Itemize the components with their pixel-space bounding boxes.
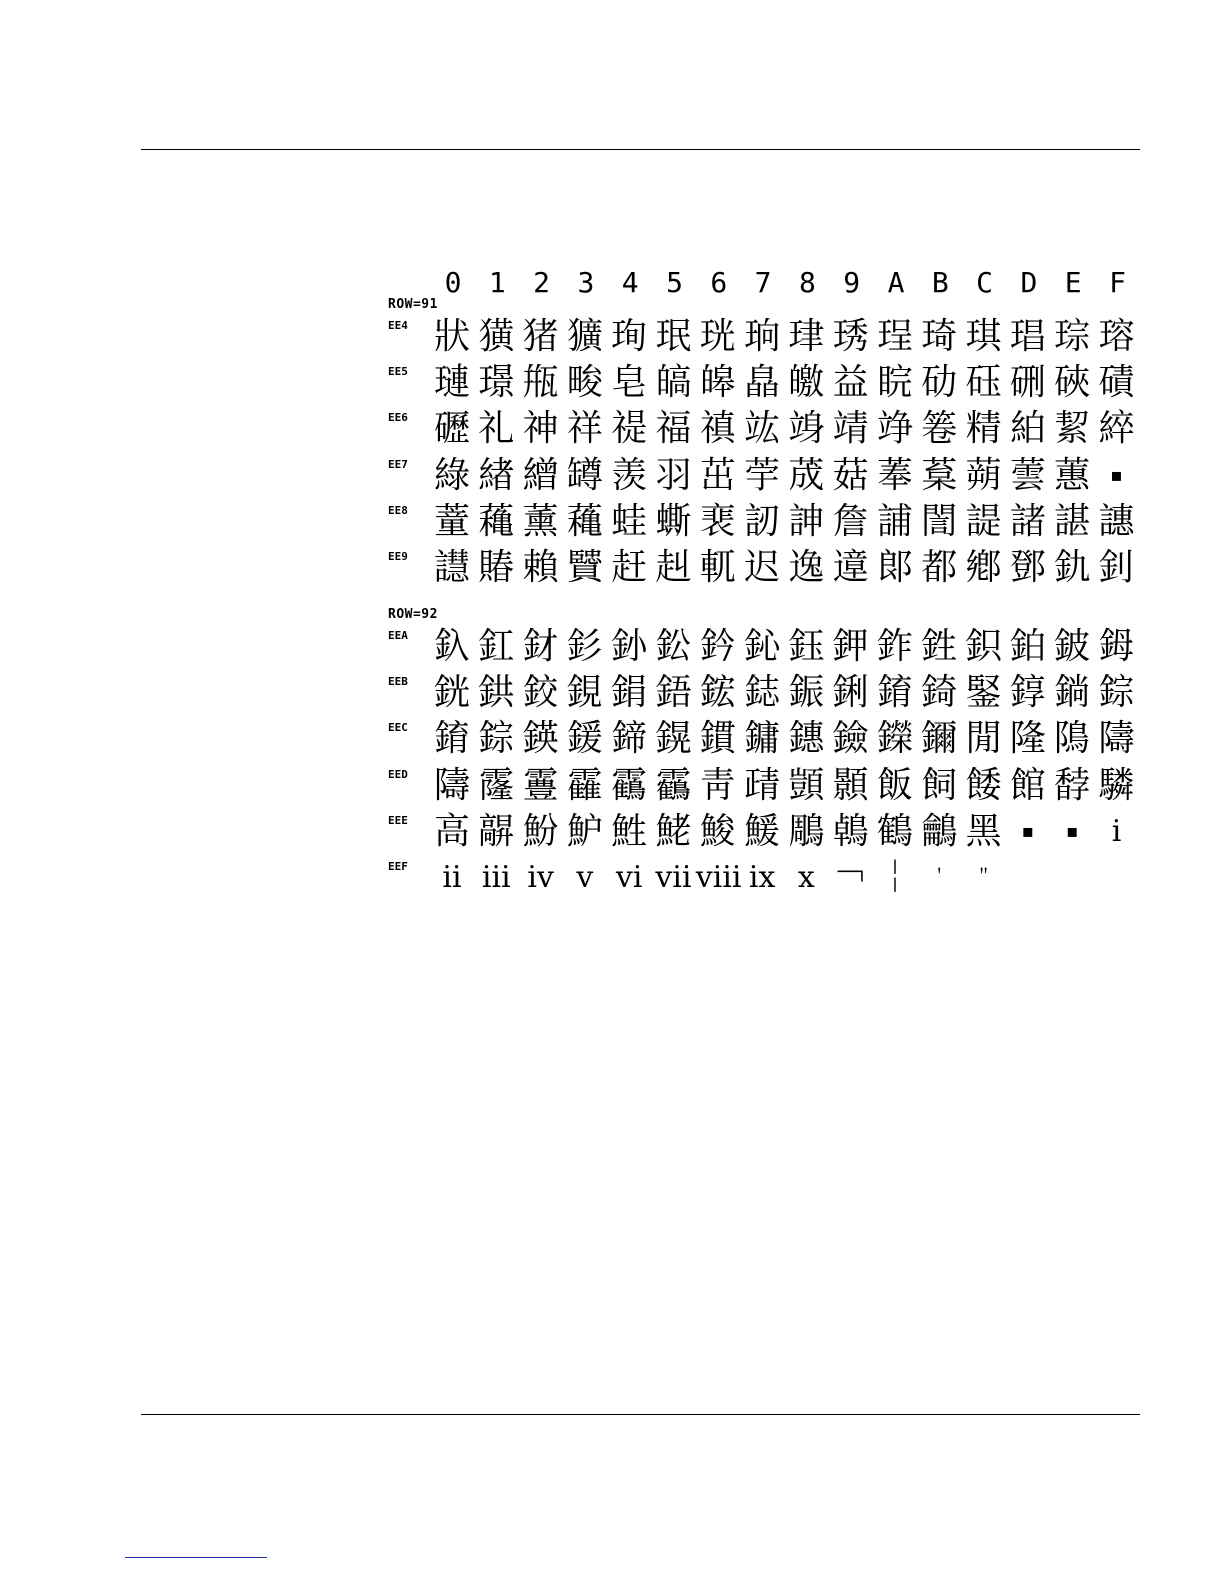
- glyph-cell: 絜: [1054, 408, 1091, 450]
- glyph-cell: ⅱ: [442, 860, 462, 895]
- column-header: 8: [798, 266, 816, 299]
- glyph-cell: 錝: [478, 718, 515, 760]
- glyph-cell: 罇: [566, 454, 603, 496]
- glyph-cell: 蕙: [1054, 454, 1091, 496]
- glyph-cell: 獷: [566, 316, 603, 357]
- glyph-cell: 誧: [876, 500, 913, 542]
- column-header: D: [1020, 266, 1038, 299]
- glyph-cell: 霻: [522, 764, 559, 806]
- glyph-cell: 鉷: [478, 672, 515, 714]
- glyph-cell: 高: [433, 810, 470, 852]
- glyph-cell: 諶: [1054, 500, 1091, 542]
- glyph-cell: 珣: [611, 316, 648, 357]
- column-header: 0: [444, 266, 462, 299]
- glyph-cell: 皞: [699, 362, 736, 404]
- glyph-cell: 飯: [876, 764, 913, 806]
- glyph-cell: 鉸: [522, 672, 559, 714]
- glyph-cell: 羽: [655, 454, 692, 496]
- glyph-cell: ⅸ: [748, 860, 776, 895]
- glyph-cell: 鋿: [1054, 672, 1091, 714]
- glyph-cell: 神: [522, 408, 559, 450]
- glyph-cell: 鎤: [655, 718, 692, 760]
- glyph-cell: 綷: [1098, 408, 1135, 450]
- glyph-cell: 畯: [566, 362, 603, 404]
- glyph-cell: 睆: [876, 362, 913, 404]
- row-code-label: EEA: [388, 629, 408, 642]
- glyph-cell: 皦: [788, 362, 825, 404]
- glyph-cell: 鋠: [788, 672, 825, 714]
- glyph-cell: 竫: [876, 408, 913, 450]
- glyph-cell: 迟: [744, 547, 781, 588]
- row-block-label: ROW=92: [388, 607, 438, 622]
- glyph-cell: 皂: [611, 362, 648, 404]
- glyph-cell: 蟖: [655, 500, 692, 542]
- glyph-cell: 賴: [522, 547, 559, 588]
- glyph-cell: 餧: [965, 764, 1002, 806]
- column-header: 7: [754, 266, 772, 299]
- glyph-cell: 鏸: [788, 718, 825, 760]
- glyph-cell: 菶: [876, 454, 913, 496]
- glyph-cell: 磧: [1098, 362, 1135, 404]
- glyph-cell: 鏞: [744, 718, 781, 760]
- glyph-cell: 魵: [522, 810, 559, 852]
- glyph-cell: 諟: [965, 500, 1002, 542]
- glyph-cell: 繒: [522, 454, 559, 496]
- glyph-cell: 硤: [1054, 362, 1091, 404]
- glyph-cell: 赳: [655, 547, 692, 588]
- glyph-cell: 軏: [699, 547, 736, 588]
- column-headers: [431, 265, 1131, 301]
- glyph-cell: 荢: [744, 454, 781, 496]
- glyph-cell: 鋙: [655, 672, 692, 714]
- glyph-cell: ⅴ: [576, 860, 594, 895]
- glyph-cell: 獚: [478, 316, 515, 357]
- glyph-cell: ⅳ: [527, 860, 554, 895]
- glyph-cell: 瑢: [1098, 316, 1135, 357]
- glyph-cell: 鋻: [965, 672, 1002, 714]
- glyph-cell: 緖: [478, 454, 515, 496]
- glyph-cell: ▪: [1066, 820, 1079, 842]
- glyph-cell: 鐱: [832, 718, 869, 760]
- glyph-cell: 釭: [478, 626, 515, 667]
- glyph-cell: 銧: [433, 672, 470, 714]
- glyph-cell: 鶴: [876, 810, 913, 852]
- glyph-cell: 館: [1009, 764, 1046, 806]
- glyph-cell: 鮏: [611, 810, 648, 852]
- column-header: B: [931, 266, 949, 299]
- glyph-cell: 鏆: [699, 718, 736, 760]
- code-row: [388, 361, 1140, 407]
- glyph-cell: 琦: [921, 316, 958, 357]
- glyph-cell: 鑅: [876, 718, 913, 760]
- glyph-cell: 綠: [433, 454, 470, 496]
- glyph-cell: 鸙: [921, 810, 958, 852]
- glyph-cell: ⅶ: [655, 860, 692, 895]
- row-code-label: EEF: [388, 860, 408, 873]
- column-header: F: [1109, 266, 1126, 299]
- glyph-cell: 顥: [832, 764, 869, 806]
- glyph-cell: 琇: [832, 316, 869, 357]
- glyph-cell: 禔: [611, 408, 648, 450]
- glyph-cell: 益: [832, 362, 869, 404]
- glyph-cell: 靃: [566, 764, 603, 806]
- column-header: 5: [666, 266, 683, 299]
- glyph-cell: 鈹: [1054, 626, 1091, 667]
- glyph-cell: 蕫: [433, 500, 470, 542]
- glyph-cell: 隯: [433, 764, 470, 806]
- glyph-cell: 鉎: [921, 626, 958, 667]
- glyph-cell: 羡: [611, 454, 648, 496]
- glyph-cell: 璉: [433, 362, 470, 404]
- glyph-cell: 鋕: [744, 672, 781, 714]
- glyph-cell: ＇: [930, 867, 949, 888]
- code-row: [388, 625, 1140, 671]
- code-row: [388, 671, 1140, 717]
- code-row: [388, 407, 1140, 453]
- glyph-cell: ＂: [974, 867, 993, 888]
- glyph-cell: 鍰: [566, 718, 603, 760]
- glyph-cell: 珦: [744, 316, 781, 357]
- row-code-label: EE5: [388, 365, 408, 379]
- glyph-cell: 霳: [478, 764, 515, 806]
- glyph-cell: 狀: [433, 316, 470, 357]
- row-code-label: EEB: [388, 675, 408, 689]
- glyph-cell: ▪: [1021, 820, 1034, 842]
- column-header: C: [976, 266, 994, 299]
- column-header: 3: [577, 266, 595, 299]
- glyph-cell: 逸: [788, 547, 825, 588]
- glyph-cell: 鍈: [522, 718, 559, 760]
- glyph-cell: 祥: [566, 408, 603, 450]
- glyph-cell: 菇: [832, 454, 869, 496]
- glyph-cell: 鮱: [655, 810, 692, 852]
- glyph-cell: 賰: [478, 547, 515, 588]
- glyph-cell: 琩: [1009, 316, 1046, 357]
- glyph-cell: 飼: [921, 764, 958, 806]
- glyph-cell: 譿: [433, 547, 470, 588]
- glyph-cell: 鵰: [788, 810, 825, 852]
- glyph-cell: 鄧: [1009, 547, 1046, 588]
- glyph-cell: 郞: [876, 547, 913, 588]
- glyph-cell: 遧: [832, 547, 869, 588]
- glyph-cell: 鉀: [832, 626, 869, 667]
- glyph-cell: 黑: [965, 810, 1002, 852]
- glyph-cell: 閒: [965, 718, 1002, 760]
- code-row: [388, 764, 1140, 810]
- glyph-cell: 鄕: [965, 547, 1002, 588]
- glyph-cell: 礰: [433, 408, 470, 450]
- glyph-cell: 靍: [611, 764, 648, 806]
- glyph-cell: ￤: [876, 857, 913, 898]
- column-header: 1: [488, 266, 506, 299]
- glyph-cell: 絈: [1009, 408, 1046, 450]
- glyph-cell: 蘒: [566, 500, 603, 542]
- glyph-cell: 劯: [921, 362, 958, 404]
- glyph-cell: 靕: [744, 764, 781, 806]
- row-code-label: EEC: [388, 721, 408, 735]
- glyph-cell: 硎: [1009, 362, 1046, 404]
- row-block-label: ROW=91: [388, 297, 438, 312]
- glyph-cell: 砡: [965, 362, 1002, 404]
- glyph-cell: 鈆: [655, 626, 692, 667]
- glyph-cell: 釞: [433, 626, 470, 667]
- glyph-cell: 皛: [744, 362, 781, 404]
- glyph-cell: 鵫: [832, 810, 869, 852]
- glyph-cell: 蒴: [965, 454, 1002, 496]
- glyph-cell: 都: [921, 547, 958, 588]
- glyph-cell: 鮻: [699, 810, 736, 852]
- row-code-label: EE8: [388, 503, 408, 517]
- column-header: 4: [621, 266, 639, 299]
- glyph-cell: ⅲ: [481, 860, 511, 895]
- code-row: [388, 717, 1140, 763]
- glyph-cell: 珒: [788, 316, 825, 357]
- row-code-label: EE7: [388, 457, 408, 471]
- glyph-cell: 譓: [1098, 500, 1135, 542]
- glyph-cell: 珖: [699, 316, 736, 357]
- glyph-cell: ⅰ: [1111, 813, 1122, 849]
- code-row: [388, 315, 1140, 361]
- code-row: [388, 546, 1140, 592]
- row-code-label: EE4: [388, 319, 408, 332]
- glyph-cell: 鈐: [699, 626, 736, 667]
- glyph-cell: 鉑: [1009, 626, 1046, 667]
- glyph-cell: 訒: [744, 500, 781, 542]
- glyph-cell: 蘒: [478, 500, 515, 542]
- glyph-cell: 釚: [1054, 547, 1091, 588]
- glyph-cell: 鈺: [788, 626, 825, 667]
- glyph-cell: 錝: [1098, 672, 1135, 714]
- row-code-label: EED: [388, 767, 408, 781]
- glyph-cell: 茁: [699, 454, 736, 496]
- glyph-cell: 竧: [788, 408, 825, 450]
- footer-rule: [141, 1414, 1140, 1415]
- glyph-cell: 髜: [478, 810, 515, 852]
- glyph-cell: 荿: [788, 454, 825, 496]
- glyph-cell: 珵: [876, 316, 913, 357]
- glyph-cell: 鋧: [566, 672, 603, 714]
- code-row: [388, 856, 1140, 902]
- glyph-cell: 琪: [965, 316, 1002, 357]
- glyph-cell: 箞: [921, 408, 958, 450]
- column-header: E: [1064, 266, 1082, 299]
- glyph-cell: 鍗: [611, 718, 648, 760]
- glyph-cell: 詹: [832, 500, 869, 542]
- glyph-cell: 珉: [655, 316, 692, 357]
- glyph-cell: ⅹ: [797, 860, 815, 895]
- glyph-cell: 葈: [921, 454, 958, 496]
- glyph-cell: ⅷ: [695, 860, 742, 895]
- row-code-label: EE9: [388, 550, 408, 563]
- glyph-cell: 隯: [1098, 718, 1135, 760]
- glyph-cell: 鈊: [744, 626, 781, 667]
- glyph-cell: 鈼: [876, 626, 913, 667]
- glyph-cell: 靖: [832, 408, 869, 450]
- glyph-cell: ⅵ: [615, 860, 643, 895]
- glyph-cell: 馞: [1054, 764, 1091, 806]
- glyph-cell: 釮: [522, 626, 559, 667]
- glyph-cell: 薰: [522, 500, 559, 542]
- glyph-cell: 蕓: [1009, 454, 1046, 496]
- glyph-cell: 諸: [1009, 500, 1046, 542]
- column-header: A: [887, 266, 905, 299]
- column-header: 2: [533, 266, 551, 299]
- glyph-cell: 隝: [1054, 718, 1091, 760]
- glyph-cell: 魲: [566, 810, 603, 852]
- glyph-cell: 靏: [655, 764, 692, 806]
- glyph-cell: 錡: [921, 672, 958, 714]
- code-row: [388, 454, 1140, 500]
- column-header: 9: [843, 266, 861, 299]
- glyph-cell: 福: [655, 408, 692, 450]
- glyph-cell: 璟: [478, 362, 515, 404]
- glyph-cell: 靑: [699, 764, 736, 806]
- glyph-cell: 甁: [522, 362, 559, 404]
- footnote-rule: [125, 1557, 267, 1558]
- glyph-cell: 鉧: [1098, 626, 1135, 667]
- glyph-cell: 顗: [788, 764, 825, 806]
- glyph-cell: 皜: [655, 362, 692, 404]
- glyph-cell: 釗: [1098, 547, 1135, 588]
- glyph-cell: 鋐: [699, 672, 736, 714]
- glyph-cell: 礼: [478, 408, 515, 450]
- glyph-cell: 釤: [566, 626, 603, 667]
- glyph-cell: 鋗: [611, 672, 648, 714]
- glyph-cell: 鑈: [921, 718, 958, 760]
- glyph-cell: 訷: [788, 500, 825, 542]
- row-code-label: EE6: [388, 411, 408, 425]
- glyph-cell: 竑: [744, 408, 781, 450]
- glyph-cell: 釥: [611, 626, 648, 667]
- column-header: 6: [710, 266, 728, 299]
- glyph-cell: 贒: [566, 547, 603, 588]
- glyph-cell: 隆: [1009, 718, 1046, 760]
- glyph-cell: 禛: [699, 408, 736, 450]
- glyph-cell: 錞: [1009, 672, 1046, 714]
- glyph-cell: ▪: [1110, 464, 1123, 486]
- glyph-cell: ￢: [832, 857, 869, 898]
- glyph-cell: 蛙: [611, 500, 648, 542]
- glyph-cell: 誾: [921, 500, 958, 542]
- glyph-cell: 精: [965, 408, 1002, 450]
- glyph-cell: 錥: [433, 718, 470, 760]
- glyph-cell: 鰀: [744, 810, 781, 852]
- code-row: [388, 500, 1140, 546]
- glyph-cell: 驎: [1098, 764, 1135, 806]
- glyph-cell: 赶: [611, 547, 648, 588]
- glyph-cell: 錥: [876, 672, 913, 714]
- glyph-cell: 猪: [522, 316, 559, 357]
- glyph-cell: 鋓: [832, 672, 869, 714]
- glyph-cell: 琮: [1054, 316, 1091, 357]
- header-rule: [141, 149, 1140, 150]
- row-code-label: EEE: [388, 813, 408, 827]
- code-row: [388, 810, 1140, 856]
- glyph-cell: 鉙: [965, 626, 1002, 667]
- glyph-cell: 裵: [699, 500, 736, 542]
